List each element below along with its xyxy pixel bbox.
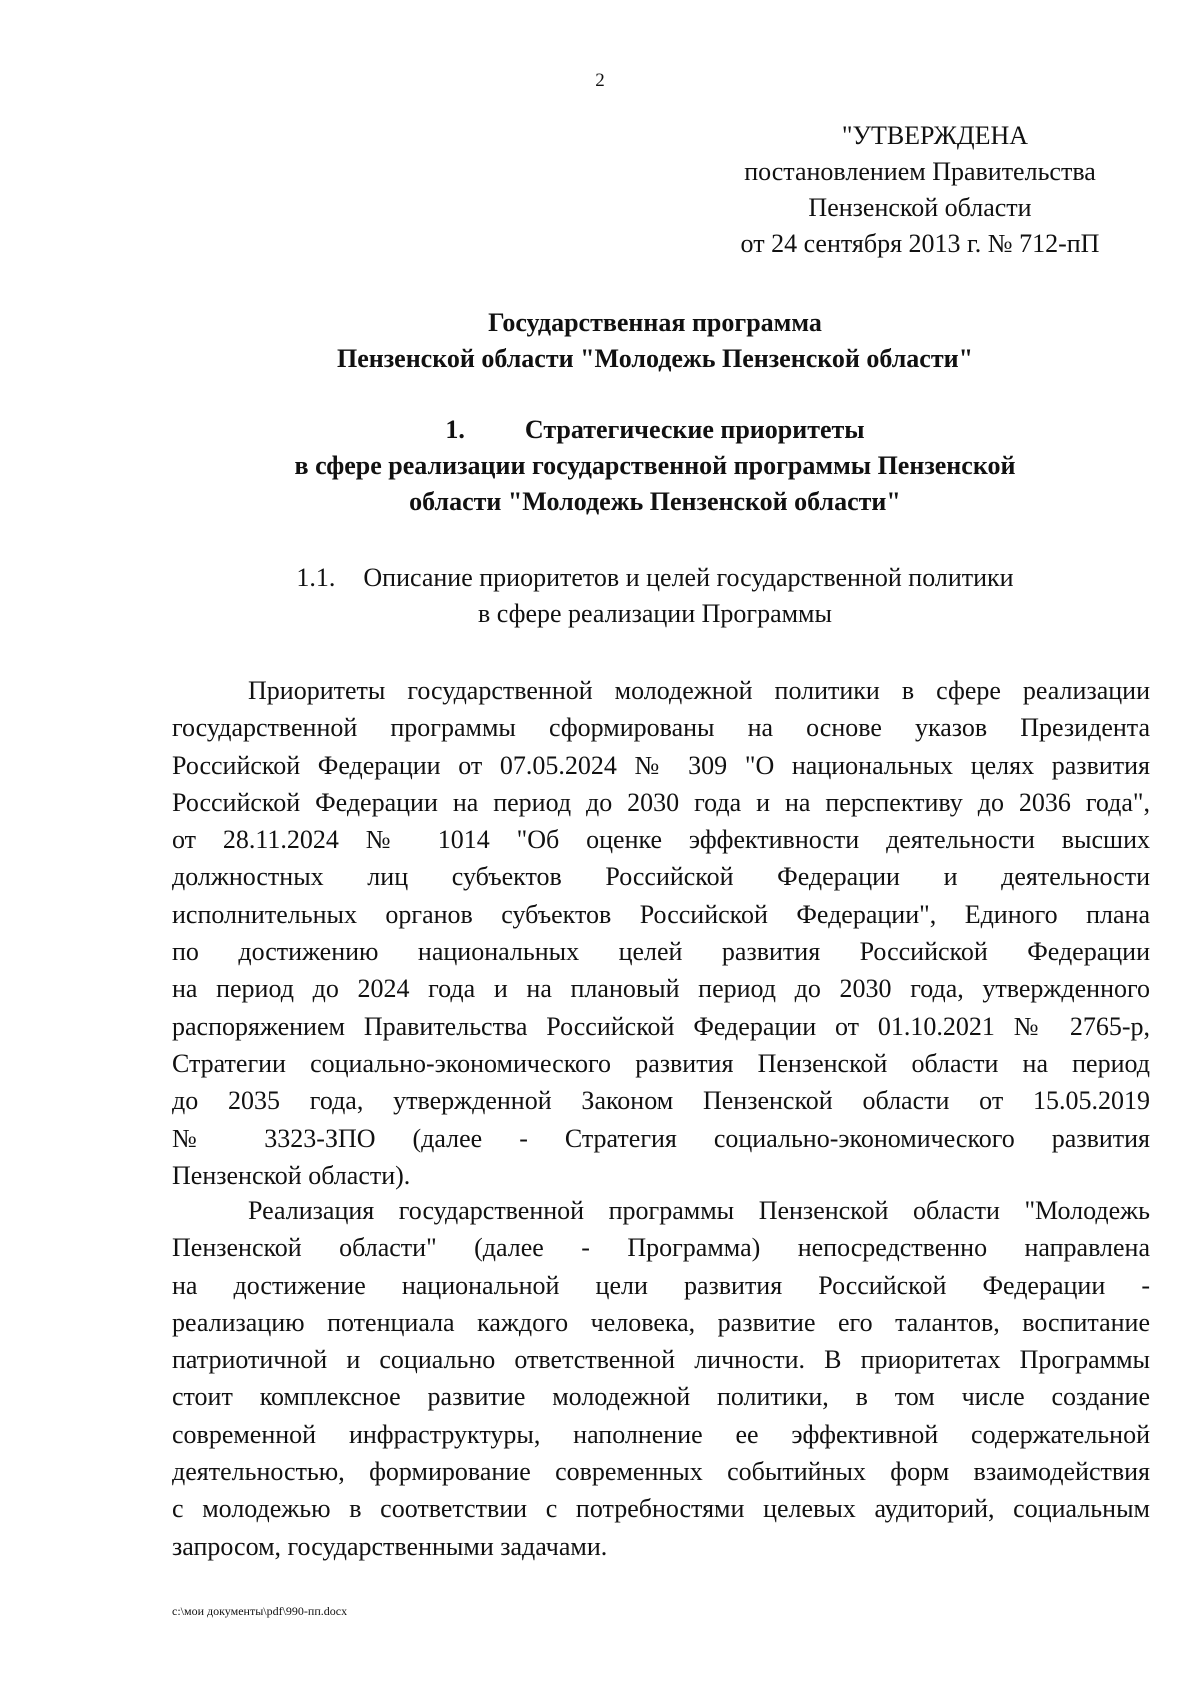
- approval-stamp-block: [690, 118, 1150, 262]
- paragraph-line: патриотичной и социально ответственной личности. В приоритетах Программы: [172, 1345, 1150, 1375]
- approval-line-2: постановлением Правительства: [744, 157, 1096, 186]
- paragraph-line: должностных лиц субъектов Российской Федерации и деятельности: [172, 862, 1150, 892]
- paragraph-line: деятельностью, формирование современных событийных форм взаимодействия: [172, 1457, 1150, 1487]
- paragraph-line: Стратегии социально-экономического развития Пензенской области на период: [172, 1048, 1150, 1078]
- paragraph-line: от 28.11.2024 № 1014 "Об оценке эффективности деятельности высших: [172, 825, 1150, 855]
- section-number: 1.: [445, 415, 465, 444]
- subsection-title: [160, 560, 1150, 632]
- subsection-title-text-1: Описание приоритетов и целей государственной политики: [363, 563, 1014, 592]
- paragraph-line: современной инфраструктуры, наполнение ее эффективной содержательной: [172, 1419, 1150, 1449]
- program-title: [160, 305, 1150, 377]
- program-title-line-1: Государственная программа: [488, 308, 822, 337]
- paragraph-line: до 2035 года, утвержденной Законом Пензенской области от 15.05.2019: [172, 1086, 1150, 1116]
- program-title-line-2: Пензенской области "Молодежь Пензенской области": [336, 344, 974, 373]
- approval-line-1: "УТВЕРЖДЕНА: [841, 121, 1029, 150]
- paragraph-line: стоит комплексное развитие молодежной политики, в том числе создание: [172, 1382, 1150, 1412]
- paragraph-line: Приоритеты государственной молодежной политики в сфере реализации: [248, 676, 1150, 705]
- paragraph-line: запросом, государственными задачами.: [172, 1531, 608, 1561]
- paragraph-line: Российской Федерации от 07.05.2024 № 309 "О национальных целях развития: [172, 750, 1150, 780]
- section-title-line-1: [160, 412, 1150, 448]
- paragraph-line: по достижению национальных целей развития Российской Федерации: [172, 937, 1150, 967]
- footer-file-path: c:\мои документы\pdf\990-пп.docx: [172, 1604, 348, 1618]
- paragraph-line: государственной программы сформированы на основе указов Президента: [172, 713, 1150, 743]
- page-number: 2: [595, 70, 605, 91]
- approval-line-3: Пензенской области: [808, 193, 1032, 222]
- paragraph-line: № 3323-ЗПО (далее - Стратегия социально-экономического развития: [172, 1123, 1150, 1153]
- paragraph-line: Российской Федерации на период до 2030 года и на перспективу до 2036 года",: [172, 787, 1150, 817]
- approval-line-4: от 24 сентября 2013 г. № 712-пП: [740, 229, 1100, 258]
- paragraph-line: на достижение национальной цели развития Российской Федерации -: [172, 1270, 1150, 1300]
- subsection-number: 1.1.: [296, 563, 336, 592]
- section-title-line-2: в сфере реализации государственной программы Пензенской: [294, 451, 1016, 480]
- paragraph-line: распоряжением Правительства Российской Федерации от 01.10.2021 № 2765-р,: [172, 1011, 1150, 1041]
- section-title-line-3: области "Молодежь Пензенской области": [409, 487, 901, 516]
- section-title-text-1: Стратегические приоритеты: [524, 415, 865, 444]
- section-title: [160, 412, 1150, 520]
- body-paragraph-1: [172, 672, 1150, 1194]
- subsection-title-line-1: [160, 560, 1150, 596]
- subsection-title-line-2: в сфере реализации Программы: [478, 599, 832, 628]
- paragraph-line: с молодежью в соответствии с потребностями целевых аудиторий, социальным: [172, 1494, 1150, 1524]
- paragraph-line: Пензенской области" (далее - Программа) непосредственно направлена: [172, 1233, 1150, 1263]
- paragraph-line: Реализация государственной программы Пензенской области "Молодежь: [248, 1196, 1150, 1225]
- paragraph-line: реализацию потенциала каждого человека, развитие его талантов, воспитание: [172, 1307, 1150, 1337]
- paragraph-line: Пензенской области).: [172, 1160, 411, 1190]
- body-paragraph-2: [172, 1192, 1150, 1565]
- paragraph-line: исполнительных органов субъектов Российской Федерации", Единого плана: [172, 899, 1150, 929]
- paragraph-line: на период до 2024 года и на плановый период до 2030 года, утвержденного: [172, 974, 1150, 1004]
